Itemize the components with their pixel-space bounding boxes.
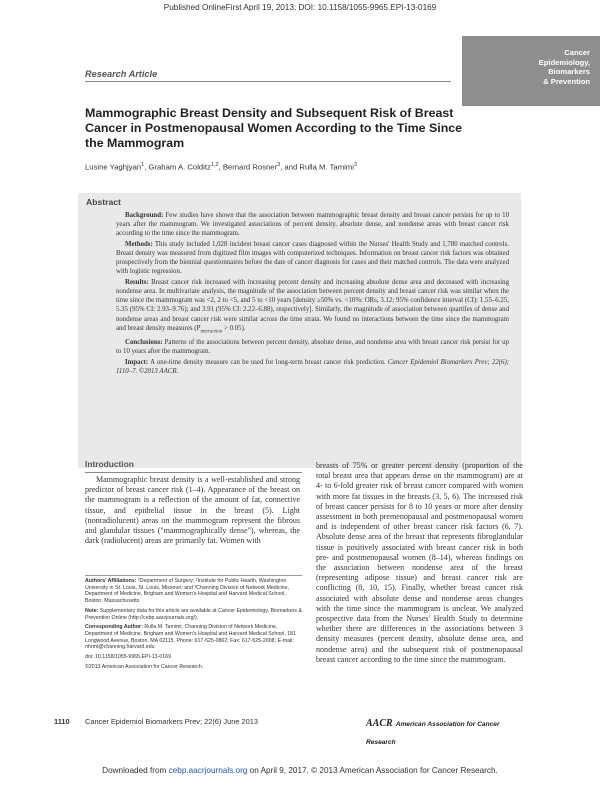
aacr-logo xyxy=(366,713,526,746)
published-online-banner: Published OnlineFirst April 19, 2013; DOI: 10.1158/1055-9965.EPI-13-0169 xyxy=(163,3,437,12)
section-label: Impact: xyxy=(125,359,149,367)
note-footnote xyxy=(85,608,303,621)
affiliation-marker: 1,2 xyxy=(210,162,219,168)
section-text: Few studies have shown that the association between mammographic breast density and breast cancer persists for up to 10 years after the mammogram. We investigated associations of percent density, absolute dense, and nondense areas with breast cancer risk according to the time since the mammogram. xyxy=(116,212,510,238)
author-name: Lusine Yaghjyan xyxy=(85,162,142,172)
section-label: Conclusions: xyxy=(125,338,163,346)
section-divider xyxy=(85,472,302,473)
abstract-body xyxy=(116,211,509,378)
abstract-background xyxy=(116,211,509,238)
subscript: interaction xyxy=(200,328,223,334)
journal-tag-line: Biomarkers xyxy=(548,67,590,77)
author-name: Graham A. Colditz xyxy=(148,162,211,172)
section-text: Breast cancer risk increased with increasing percent density and increasing absolute dense area and decreased with increasing nondense area. In multivariate analysis, the magnitude of the association between percent density and breast cancer risk was similar when the time since the mammogram was <2, 2 to <5, and 5 to <10 years [density ≥50% vs. <10%: ORs, 3.12; 95% confidence interval (CI): 1.55–6.25, 5.35 (95% CI: 2.93–9.76); and 3.91 (95% CI: 2.22–6.88), respectively]. Similarly, the magnitude of association between quartiles of dense and nondense areas and breast cancer risk were similar across the time strata. We found no interactions between the time since the mammogram and breast density measures (P xyxy=(116,279,509,332)
citation: Cancer Epidemiol Biomarkers Prev; 22(6); 1110–7. ©2013 AACR. xyxy=(116,359,509,376)
author-list: Lusine Yaghjyan$^1$, Graham A. Colditz$^{1,2}$, Bernard Rosner$^3$, and Rulla M. Tamimi$^3$ xyxy=(85,162,357,172)
banner-text: on April 9, 2017. © 2013 American Association for Cancer Research. xyxy=(247,766,498,775)
corresponding-author-footnote xyxy=(85,624,303,651)
abstract-results xyxy=(116,278,509,336)
header-divider xyxy=(85,81,451,82)
paragraph: Mammographic breast density is a well-established and strong predictor of breast cancer risk (1–4). Appearance of the breast on the mammogram is a reflection of the amount of fat, connective tissue, and epithelial tissue in the breast (5). Light (nonradiolucent) areas on the mammogram represent the fibrous and glandular tissues ("mammographically dense"), whereas, the dark (radiolucent) areas are primarily fat. Women with xyxy=(85,475,300,546)
author-name: Rulla M. Tamimi xyxy=(299,162,354,172)
journal-site-link[interactable]: cebp.aacrjournals.org xyxy=(168,766,248,775)
page-number: 1110 xyxy=(54,717,70,726)
article-type-label: Research Article xyxy=(85,69,158,79)
body-column-left xyxy=(85,475,300,546)
journal-tag xyxy=(462,36,600,106)
journal-tag-line: Epidemiology, xyxy=(538,57,590,67)
author-name: Bernard Rosner xyxy=(222,162,278,172)
download-banner xyxy=(0,766,600,775)
section-text: A one-time density measure can be used for long-term breast cancer risk prediction. xyxy=(150,359,386,367)
copyright-footnote: ©2013 American Association for Cancer Research. xyxy=(85,663,204,670)
section-text: This study included 1,028 incident breast cancer cases diagnosed within the Nurses' Health Study and 1,780 matched controls. Breast density was measured from digitized film images with computerized techniques. Information on breast cancer risk factors was obtained prospectively from the biennial questionnaires before the date of cancer diagnosis for cases and their matched controls. The data were analyzed with logistic regression. xyxy=(116,241,509,276)
aacr-logo-name: American Association for Cancer Research xyxy=(366,721,500,746)
abstract-impact xyxy=(116,358,509,376)
footnote-text: ¹Department of Surgery; ²Institute for Public Health, Washington University in St. Louis, St. Louis, Missouri; and ³Channing Division of Network Medicine, Department of Medicine, Brigham and Women's Hospital and Harvard Medical School, Boston, Massachusetts xyxy=(85,578,289,605)
paragraph: breasts of 75% or greater percent density (proportion of the total breast area that appears dense on the mammogram) are at 4- to 6-fold greater risk of breast cancer compared with women with more fat tissues in the breasts (3, 5, 6). The increased risk of breast cancer persists for 8 to 10 years or more after density assessment in both premenopausal and postmenopausal women and is independent of other breast cancer risk factors (6, 7). Absolute dense area of the breast that represents fibroglandular tissue is positively associated with breast cancer risk in both pre- and postmenopausal women (8–14), whereas findings on the association between nondense area of the breast (representing adipose tissue) and breast cancer risk are conflicting (8, 10, 15). Finally, whether breast cancer risk associated with absolute dense and nondense areas changes with the time since the mammogram is unclear. We analyzed prospective data from the Nurses' Health Study to determine whether there are differences in the associations between 3 density measures (percent density, absolute dense area, and nondense area) and the subsequent risk of postmenopausal breast cancer according to the time since the mammogram. xyxy=(316,461,523,664)
section-text: > 0.05). xyxy=(222,324,246,332)
abstract-conclusions xyxy=(116,338,509,356)
aacr-logo-mark: AACR xyxy=(366,718,393,729)
footnote-divider xyxy=(85,575,302,576)
banner-text: Downloaded from xyxy=(102,766,169,775)
doi-footnote: doi: 10.1158/1055-9965.EPI-13-0169 xyxy=(85,654,172,661)
affiliation-marker: 1 xyxy=(141,162,145,168)
abstract-heading: Abstract xyxy=(86,197,121,207)
footnote-label: Corresponding Author: xyxy=(85,624,143,631)
footnote-label: Note: xyxy=(85,607,99,614)
footnote-text: Rulla M. Tamimi, Channing Division of Network Medicine, Department of Medicine, Brigham and Women's Hospital and Harvard Medical School, 181 Longwood Avenue, Boston, MA 02115. Phone: 617-525-0862; Fax: 617-525-2008; E-mail: nhrmt@channing.harvard.edu xyxy=(85,624,297,651)
footnote-label: Authors' Affiliations: xyxy=(85,578,137,584)
introduction-heading: Introduction xyxy=(85,459,134,469)
section-text: Patterns of the associations between percent density, absolute dense, and nondense area with breast cancer risk persist for up to 10 years after the mammogram. xyxy=(116,338,509,356)
affiliation-marker: 3 xyxy=(353,162,357,168)
footnote-text: Supplementary data for this article are available at Cancer Epidemiology, Biomarkers & Prevention Online (http://cebp.aacrjournals.org/). xyxy=(85,607,303,621)
paper-title: Mammographic Breast Density and Subsequent Risk of Breast Cancer in Postmenopausal Women According to the Time Since the Mammogram xyxy=(85,106,463,150)
abstract-methods xyxy=(116,240,509,276)
footer-journal-citation: Cancer Epidemiol Biomarkers Prev; 22(6) June 2013 xyxy=(85,717,258,726)
affiliation-marker: 3 xyxy=(277,162,281,168)
journal-tag-line: Cancer xyxy=(564,48,590,57)
section-label: Methods: xyxy=(125,241,153,249)
journal-tag-line: & Prevention xyxy=(543,76,590,86)
body-column-right xyxy=(316,461,523,665)
affiliations-footnote xyxy=(85,578,303,605)
section-label: Results: xyxy=(125,279,149,287)
footnotes xyxy=(85,578,303,673)
section-label: Background: xyxy=(125,212,164,219)
